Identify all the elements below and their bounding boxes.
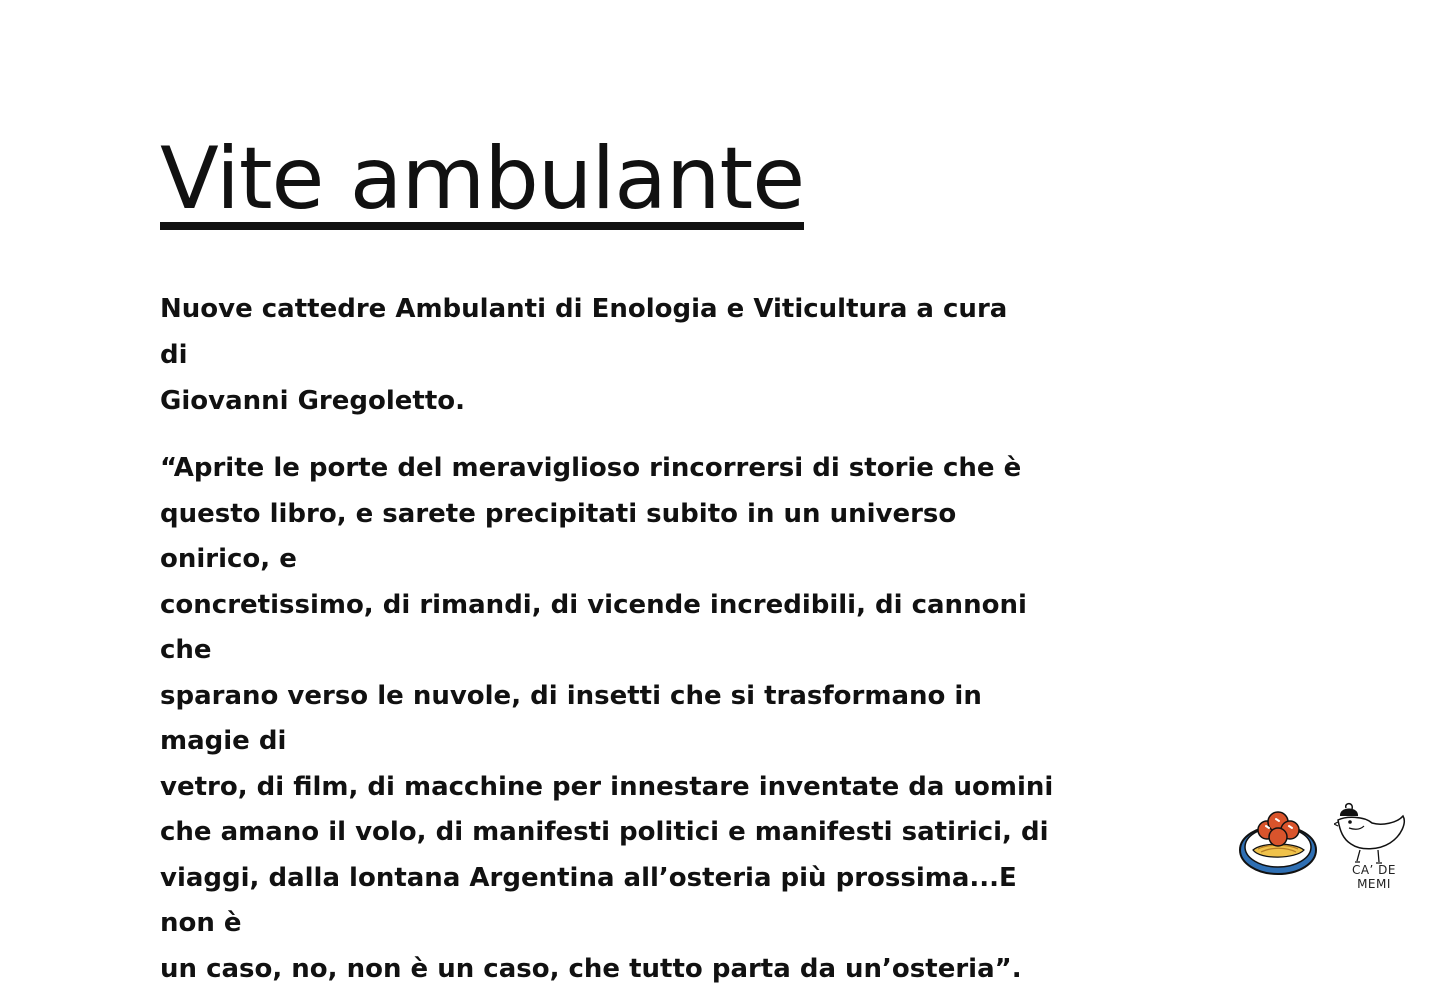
quote-text: “Aprite le porte del meraviglioso rincorrersi di storie che è questo libro, e sarete precipitati subito in un universo onirico, e concretissimo, di rimandi, di vicende incredibili, di cannoni che sparano verso le nuvole, di insetti che si trasformano in magie di vetro, di film, di macchine per innestare inventate da uomini che amano il volo, di manifesti politici e manifesti satirici, di viaggi, dalla lontana Argentina all’osteria più prossima...E non è un caso, no, non è un caso, che tutto parta da un’osteria”. [160,453,1054,984]
subtitle-text: Nuove cattedre Ambulanti di Enologia e Viticultura a cura di Giovanni Gregoletto. [160,294,1008,416]
spaghetti-meatballs-icon [1238,804,1320,878]
page-title: Vite ambulante [160,129,805,229]
footer-logos [1238,798,1414,891]
brand-logo-text: CA’ DE MEMI [1351,863,1397,891]
main-content [160,129,1060,992]
